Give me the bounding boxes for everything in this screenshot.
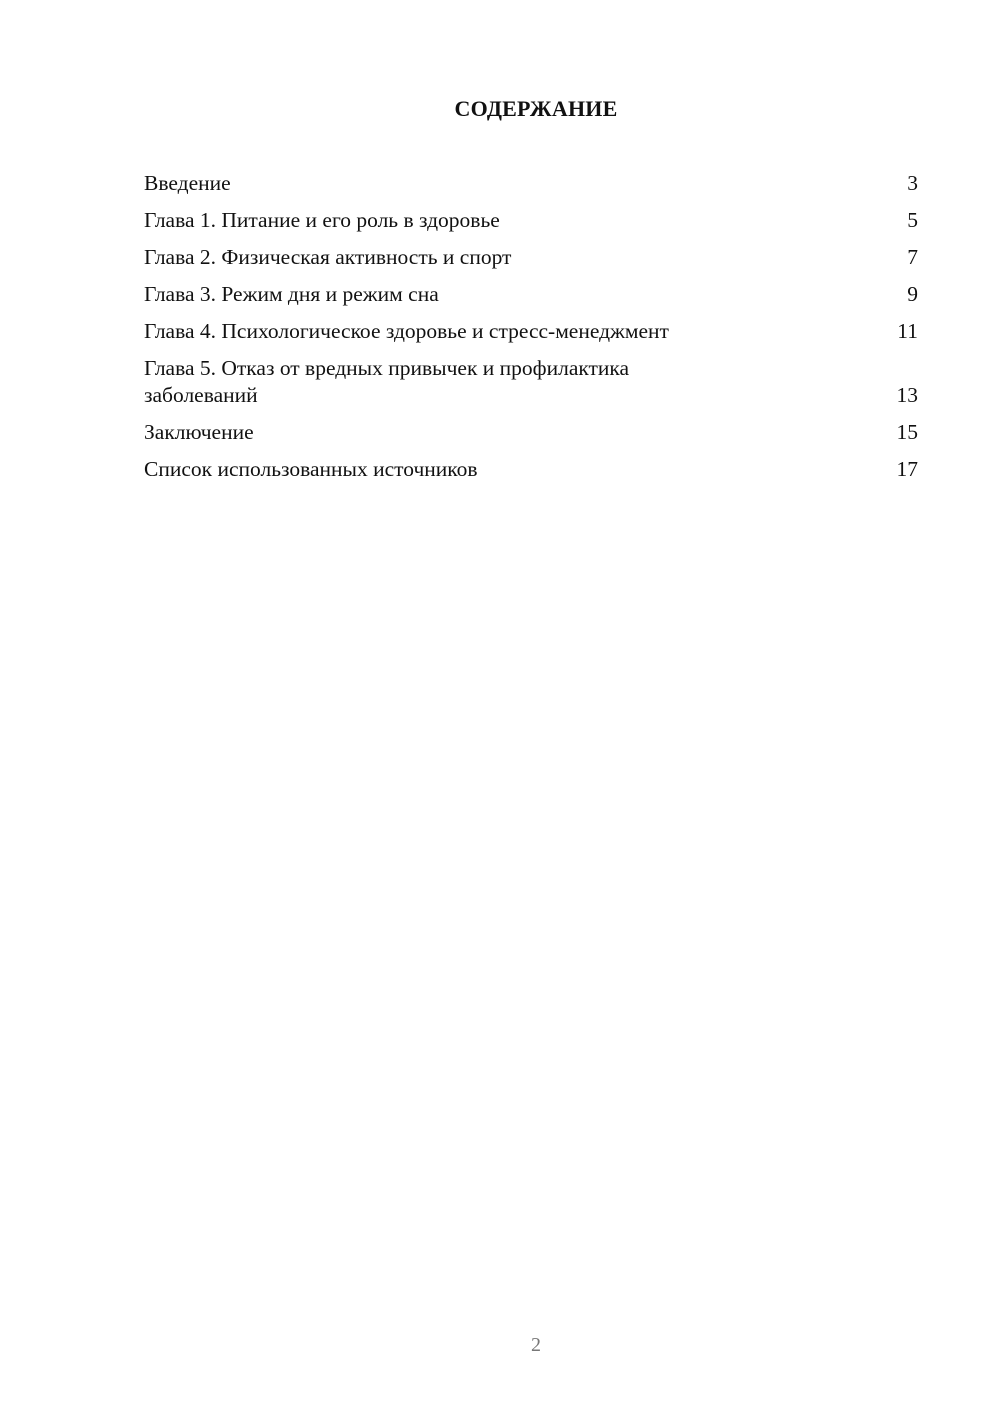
- toc-entry-page: 9: [907, 282, 918, 306]
- toc-entry-page: 7: [907, 245, 918, 269]
- toc-entry-page: 15: [896, 420, 918, 444]
- toc-entry-page: 5: [907, 208, 918, 232]
- toc-entry-title: Заключение: [144, 420, 254, 444]
- toc-entry-title: Введение: [144, 171, 231, 195]
- toc-entry-references[interactable]: [144, 456, 918, 483]
- toc-entry-title: Глава 2. Физическая активность и спорт: [144, 245, 512, 269]
- toc-entry-introduction[interactable]: [144, 170, 918, 197]
- toc-entry-page: 13: [896, 383, 918, 407]
- toc-entry-conclusion[interactable]: [144, 419, 918, 446]
- toc-entry-title: Глава 5. Отказ от вредных привычек и профилактика заболеваний: [144, 356, 630, 407]
- toc-list: [144, 170, 918, 493]
- toc-entry-page: 11: [897, 319, 918, 343]
- toc-entry-chapter-3[interactable]: [144, 281, 918, 308]
- toc-entry-title: Список использованных источников: [144, 457, 478, 481]
- page-number: 2: [531, 1334, 541, 1356]
- toc-entry-title: Глава 3. Режим дня и режим сна: [144, 282, 439, 306]
- toc-entry-title: Глава 4. Психологическое здоровье и стресс-менеджмент: [144, 319, 669, 343]
- toc-title: СОДЕРЖАНИЕ: [454, 96, 618, 121]
- toc-entry-title: Глава 1. Питание и его роль в здоровье: [144, 208, 500, 232]
- toc-entry-chapter-4[interactable]: [144, 318, 918, 345]
- toc-entry-chapter-2[interactable]: [144, 244, 918, 271]
- toc-entry-chapter-5[interactable]: [144, 355, 918, 409]
- toc-entry-chapter-1[interactable]: [144, 207, 918, 234]
- toc-entry-page: 3: [907, 171, 918, 195]
- toc-entry-page: 17: [896, 457, 918, 481]
